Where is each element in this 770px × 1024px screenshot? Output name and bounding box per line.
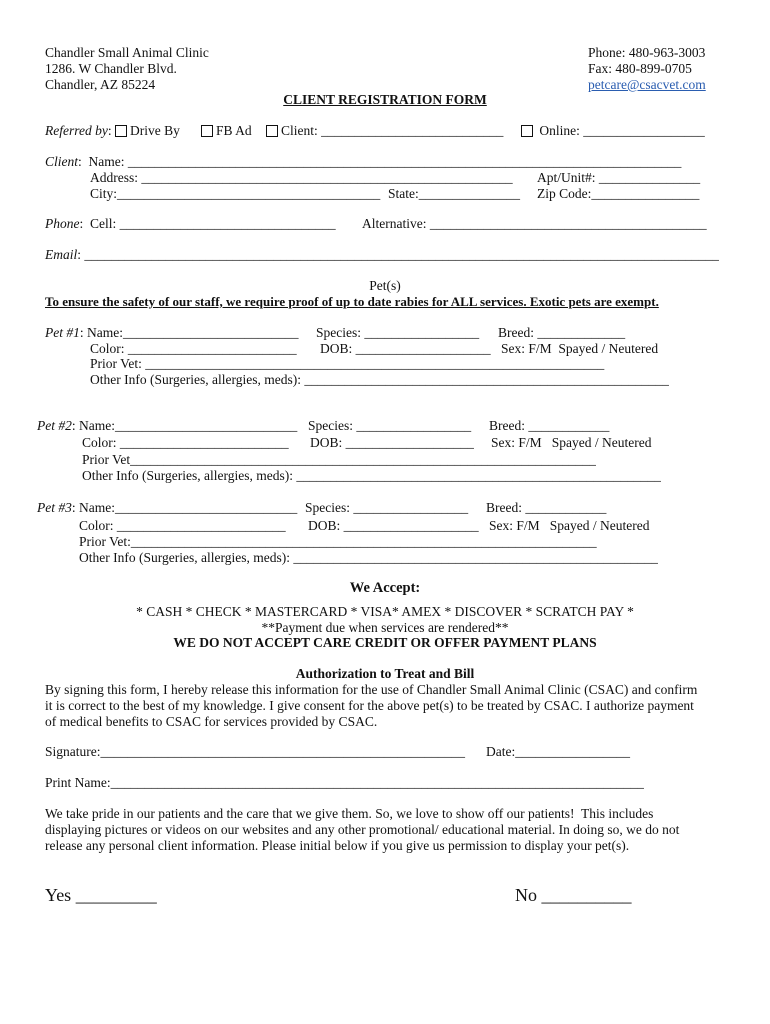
client-name-row: Client: Name: __________________________________________________________________________________ [45, 154, 682, 169]
payment-due-note: **Payment due when services are rendered** [261, 620, 509, 635]
clinic-email-link[interactable]: petcare@csacvet.com [588, 77, 706, 92]
pet3-other-info-field[interactable]: Other Info (Surgeries, allergies, meds): ______________________________________________________ [79, 550, 658, 565]
client-state-field[interactable]: State:_______________ [388, 186, 520, 201]
clinic-fax: Fax: 480-899-0705 [588, 61, 692, 76]
client-apt-field[interactable]: Apt/Unit#: _______________ [537, 170, 701, 185]
email-label: Email [45, 247, 78, 262]
print-name-field[interactable]: Print Name:_______________________________________________________________________________ [45, 775, 644, 790]
drive-by-checkbox[interactable] [115, 125, 127, 137]
pet1-other-info-field[interactable]: Other Info (Surgeries, allergies, meds): ______________________________________________________ [90, 372, 669, 387]
email-row: Email: ______________________________________________________________________________________________ [45, 247, 719, 262]
clinic-city: Chandler, AZ 85224 [45, 77, 156, 92]
referred-label: Referred by [45, 123, 108, 138]
clinic-phone: Phone: 480-963-3003 [588, 45, 706, 60]
phone-label: Phone [45, 216, 80, 231]
pet2-other-info-field[interactable]: Other Info (Surgeries, allergies, meds): ______________________________________________________ [82, 468, 661, 483]
pet3-dob-field[interactable]: DOB: ____________________ [308, 518, 479, 533]
pet1-label: Pet #1 [45, 325, 80, 340]
pet1-name-row: Pet #1: Name:__________________________ [45, 325, 299, 340]
pet2-color-field[interactable]: Color: _________________________ [82, 435, 289, 450]
clinic-name: Chandler Small Animal Clinic [45, 45, 209, 60]
authorization-line-1: By signing this form, I hereby release this information for the use of Chandler Small Animal Clinic (CSAC) and confirm [45, 682, 698, 697]
pet3-label: Pet #3 [37, 500, 72, 515]
online-checkbox[interactable] [521, 125, 533, 137]
referred-row: Referred by: Drive By [45, 123, 180, 138]
pet3-name-row: Pet #3: Name:___________________________ [37, 500, 298, 515]
pet3-species-field[interactable]: Species: _________________ [305, 500, 469, 515]
drive-by-label: Drive By [130, 123, 180, 138]
client-referral-option [266, 123, 503, 139]
email-field[interactable]: ______________________________________________________________________________________________ [84, 247, 719, 262]
authorization-heading: Authorization to Treat and Bill [295, 666, 475, 681]
client-referral-field[interactable]: Client: ___________________________ [281, 123, 504, 138]
pets-heading: Pet(s) [369, 278, 401, 293]
authorization-line-2: it is correct to the best of my knowledge. I give consent for the above pet(s) to be treated by CSAC. I authorize payment [45, 698, 694, 713]
pet3-prior-vet-field[interactable]: Prior Vet:_____________________________________________________________________ [79, 534, 597, 549]
client-city-field[interactable]: City:_______________________________________ [90, 186, 381, 201]
client-name-field[interactable]: Name: __________________________________________________________________________________ [88, 154, 682, 169]
pet1-name-field[interactable]: Name:__________________________ [87, 325, 299, 340]
form-title: CLIENT REGISTRATION FORM [283, 92, 487, 107]
no-credit-notice: WE DO NOT ACCEPT CARE CREDIT OR OFFER PAYMENT PLANS [173, 635, 597, 650]
pet2-species-field[interactable]: Species: _________________ [308, 418, 472, 433]
consent-yes-field[interactable]: Yes _________ [45, 885, 157, 905]
payment-heading: We Accept: [349, 580, 421, 596]
pet3-color-field[interactable]: Color: _________________________ [79, 518, 286, 533]
pet1-color-field[interactable]: Color: _________________________ [90, 341, 297, 356]
pet1-prior-vet-field[interactable]: Prior Vet: ____________________________________________________________________ [90, 356, 605, 371]
pet2-sex-field[interactable]: Sex: F/M Spayed / Neutered [491, 435, 652, 450]
consent-no-field[interactable]: No __________ [515, 885, 632, 905]
media-consent-line-2: displaying pictures or videos on our websites and any other promotional/ educational material. In doing so, we do not [45, 822, 680, 837]
fb-ad-checkbox[interactable] [201, 125, 213, 137]
online-option [521, 123, 705, 139]
pet2-breed-field[interactable]: Breed: ____________ [489, 418, 610, 433]
pet1-breed-field[interactable]: Breed: _____________ [498, 325, 626, 340]
client-zip-field[interactable]: Zip Code:________________ [537, 186, 700, 201]
pet2-label: Pet #2 [37, 418, 72, 433]
signature-field[interactable]: Signature:______________________________________________________ [45, 744, 465, 759]
pet1-sex-field[interactable]: Sex: F/M Spayed / Neutered [501, 341, 659, 356]
pet3-name-field[interactable]: Name:___________________________ [79, 500, 298, 515]
rabies-notice: To ensure the safety of our staff, we require proof of up to date rabies for ALL services. Exotic pets are exempt. [45, 294, 659, 309]
client-referral-checkbox[interactable] [266, 125, 278, 137]
online-field[interactable]: Online: __________________ [539, 123, 705, 138]
clinic-street: 1286. W Chandler Blvd. [45, 61, 177, 76]
media-consent-line-3: release any personal client information. Please initial below if you give us permission to display your pet(s). [45, 838, 630, 853]
payment-methods: * CASH * CHECK * MASTERCARD * VISA* AMEX * DISCOVER * SCRATCH PAY * [136, 604, 634, 619]
pet2-prior-vet-field[interactable]: Prior Vet_____________________________________________________________________ [82, 452, 596, 467]
alternative-phone-field[interactable]: Alternative: _________________________________________ [362, 216, 707, 231]
fb-ad-option [201, 123, 252, 139]
client-address-field[interactable]: Address: _______________________________________________________ [90, 170, 513, 185]
fb-ad-label: FB Ad [216, 123, 252, 138]
pet3-breed-field[interactable]: Breed: ____________ [486, 500, 607, 515]
client-label: Client [45, 154, 78, 169]
authorization-line-3: of medical benefits to CSAC for services provided by CSAC. [45, 714, 378, 729]
cell-field[interactable]: Cell: ________________________________ [90, 216, 336, 231]
date-field[interactable]: Date:_________________ [486, 744, 630, 759]
pet1-species-field[interactable]: Species: _________________ [316, 325, 480, 340]
pet1-dob-field[interactable]: DOB: ____________________ [320, 341, 491, 356]
pet2-dob-field[interactable]: DOB: ___________________ [310, 435, 474, 450]
pet3-sex-field[interactable]: Sex: F/M Spayed / Neutered [489, 518, 650, 533]
pet2-name-field[interactable]: Name:___________________________ [79, 418, 298, 433]
pet2-name-row: Pet #2: Name:___________________________ [37, 418, 298, 433]
phone-row: Phone: Cell: ________________________________ [45, 216, 336, 231]
media-consent-line-1: We take pride in our patients and the care that we give them. So, we love to show off our patients! This includes [45, 806, 654, 821]
